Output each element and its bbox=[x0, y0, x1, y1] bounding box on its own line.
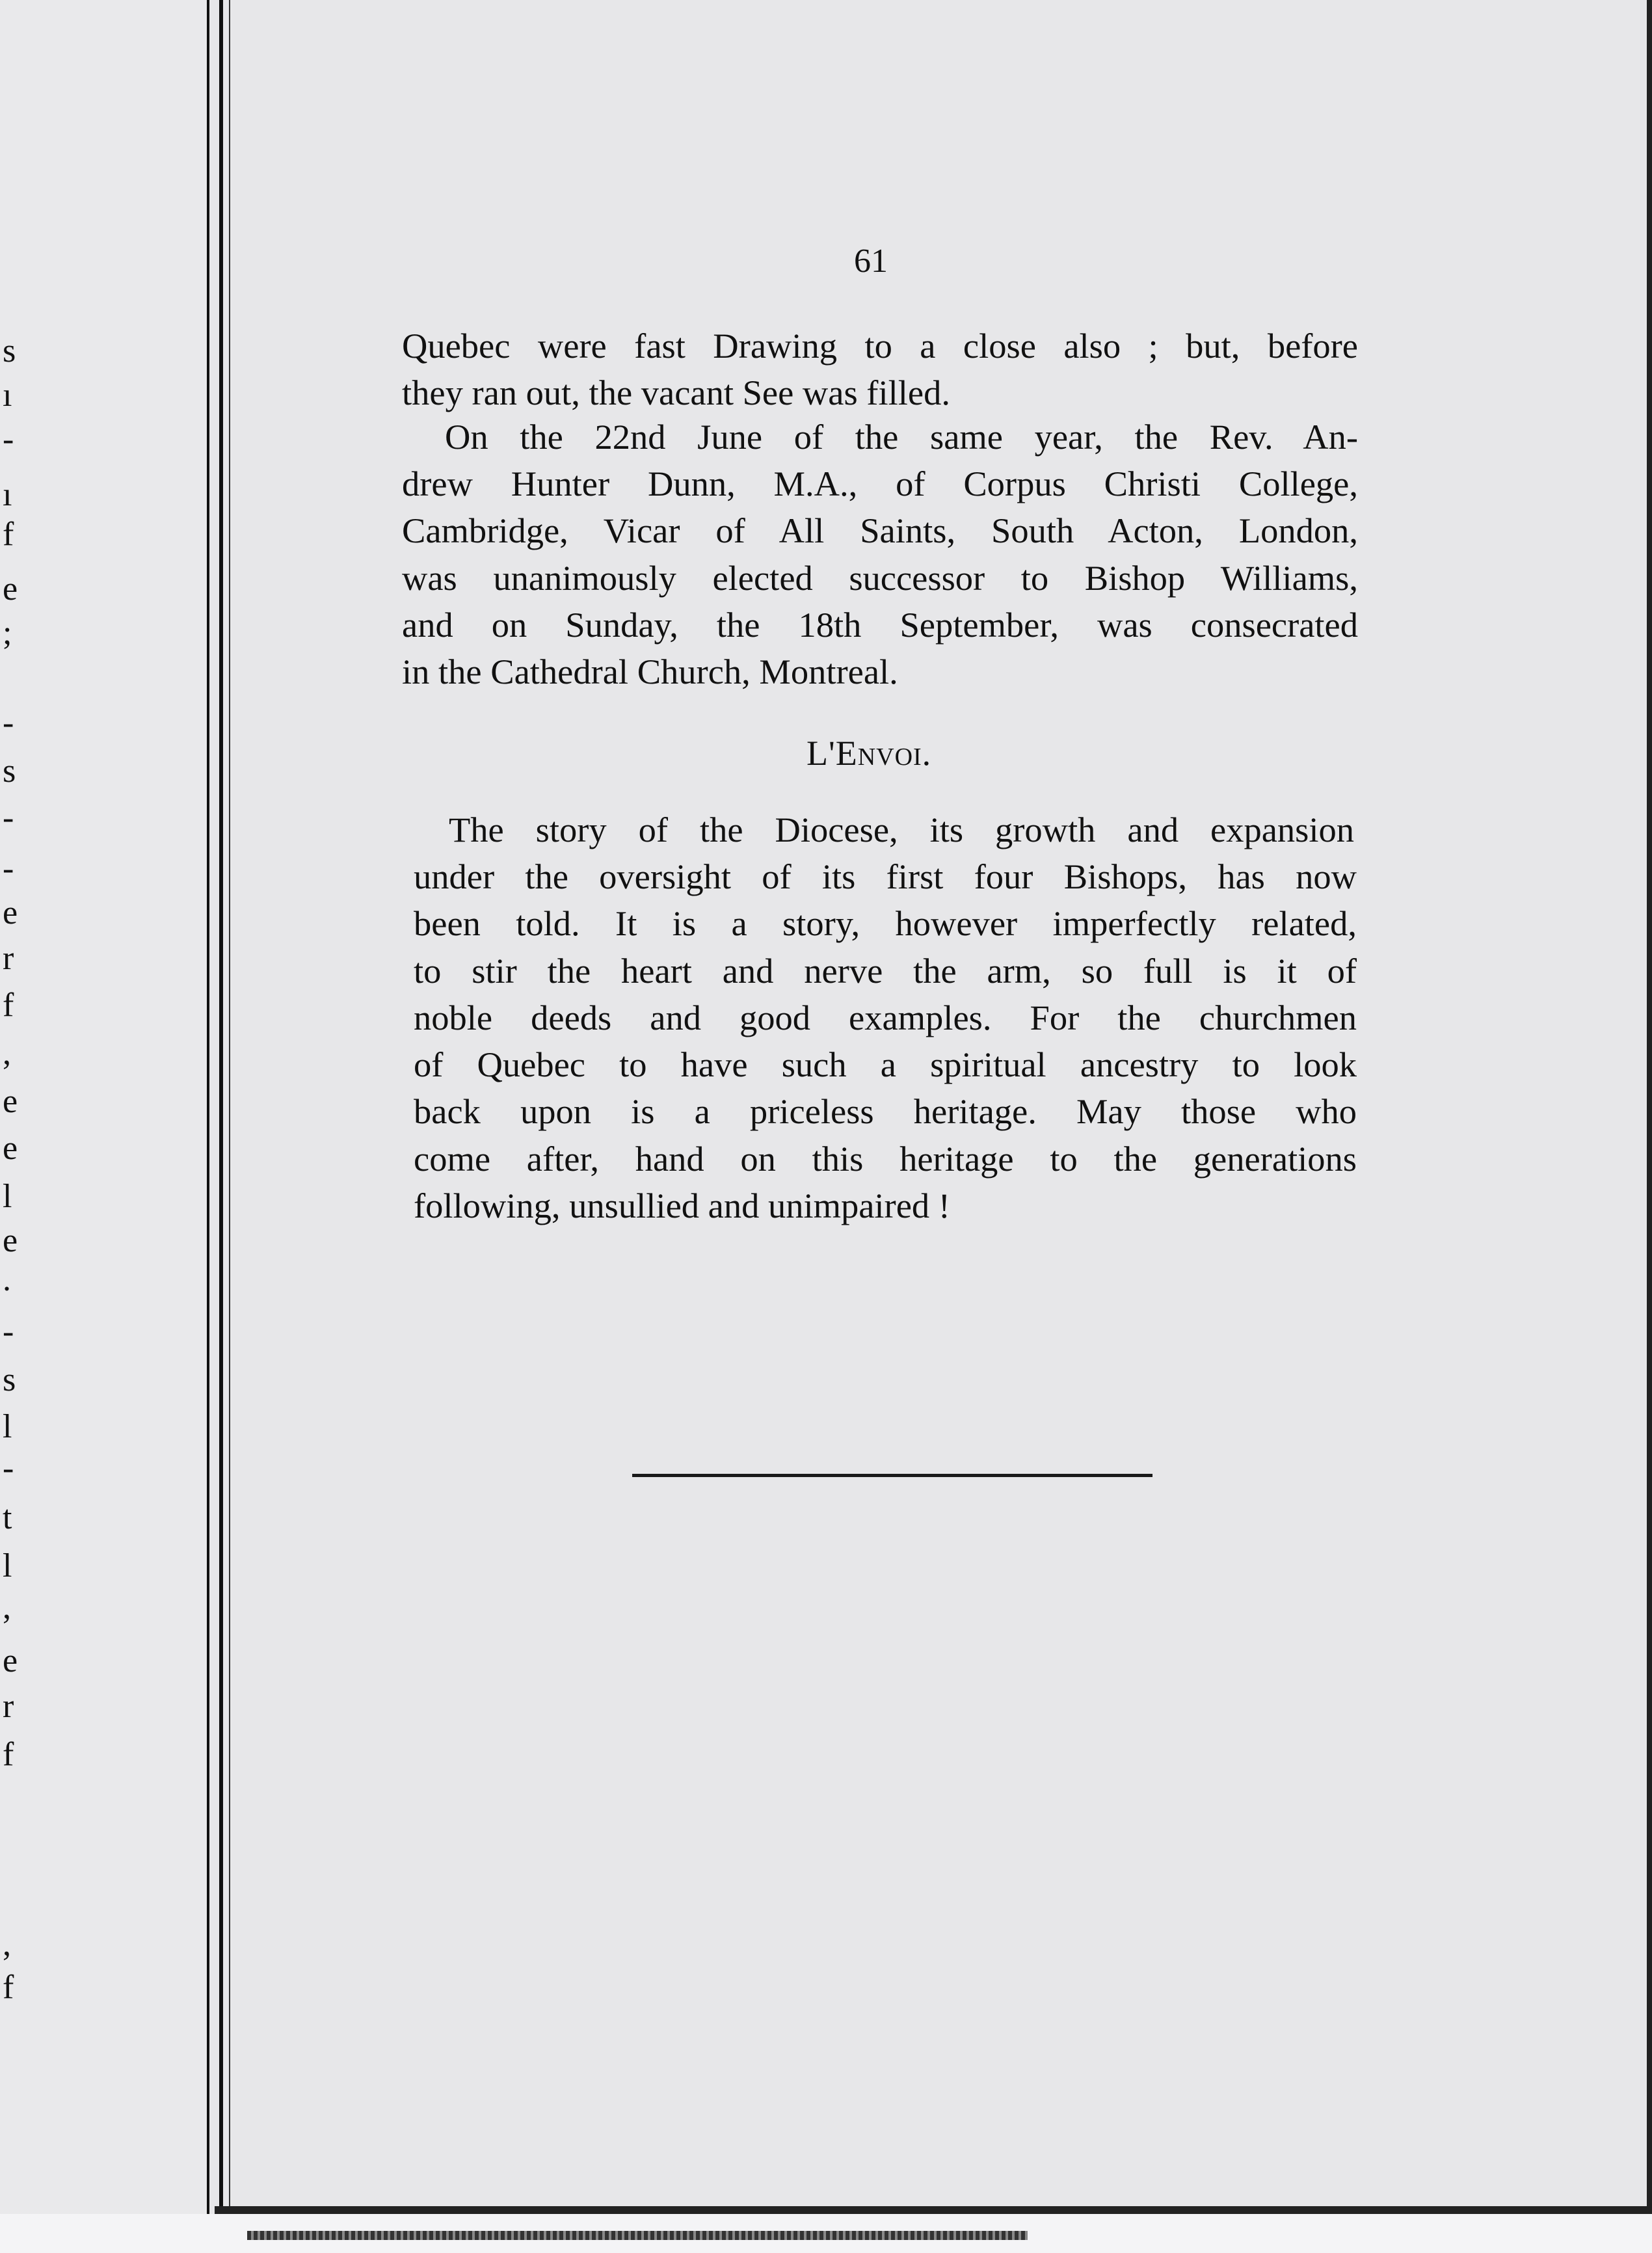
left-page-fragment: , bbox=[3, 1926, 11, 1963]
left-page-fragment: , bbox=[3, 1589, 11, 1626]
section-heading: L'Envoi. bbox=[806, 734, 932, 773]
text-line: Quebec were fast Drawing to a close also ; but, before bbox=[402, 326, 1358, 366]
left-page-fragment: - bbox=[3, 1313, 14, 1350]
left-page-fragment: - bbox=[3, 704, 14, 741]
page-edge-bottom bbox=[215, 2206, 1652, 2214]
text-line: and on Sunday, the 18th September, was consecrated bbox=[402, 604, 1358, 645]
left-page-fragment: f bbox=[3, 516, 14, 553]
left-page-fragment: f bbox=[3, 1736, 14, 1773]
text-line: On the 22nd June of the same year, the Rev. An- bbox=[445, 417, 1358, 457]
gutter-line bbox=[229, 0, 230, 2253]
left-page-fragment: e bbox=[3, 1222, 18, 1259]
left-page-fragment: s bbox=[3, 753, 16, 790]
text-line: back upon is a priceless heritage. May those who bbox=[414, 1091, 1357, 1132]
text-line: drew Hunter Dunn, M.A., of Corpus Christi College, bbox=[402, 464, 1358, 503]
left-page-fragment: . bbox=[3, 1261, 11, 1298]
left-page-fragment: e bbox=[3, 570, 18, 607]
text-line: of Quebec to have such a spiritual ancestry to look bbox=[414, 1045, 1357, 1085]
left-page-fragment: ı bbox=[3, 377, 12, 414]
page-number: 61 bbox=[854, 243, 888, 280]
left-page-fragment: - bbox=[3, 850, 14, 887]
left-page-fragment: ; bbox=[3, 615, 12, 652]
left-page-fragment: r bbox=[3, 940, 14, 977]
paragraph-successor bbox=[402, 460, 1358, 695]
left-page-fragment: t bbox=[3, 1499, 12, 1536]
left-page-fragment: l bbox=[3, 1178, 12, 1215]
text-line: they ran out, the vacant See was filled. bbox=[402, 373, 950, 413]
left-page-fragment: - bbox=[3, 1450, 14, 1487]
text-line: come after, hand on this heritage to the generations bbox=[414, 1138, 1357, 1179]
text-line: in the Cathedral Church, Montreal. bbox=[402, 652, 898, 692]
text-line: The story of the Diocese, its growth and expansion bbox=[449, 810, 1354, 849]
left-page-fragment: - bbox=[3, 799, 14, 836]
left-page-fragment: e bbox=[3, 1130, 18, 1167]
text-line: noble deeds and good examples. For the churchmen bbox=[414, 997, 1357, 1037]
left-page-fragment: - bbox=[3, 421, 14, 458]
left-page-fragment: r bbox=[3, 1688, 14, 1725]
left-page-fragment: , bbox=[3, 1035, 11, 1072]
left-page-fragment: l bbox=[3, 1408, 12, 1445]
text-line: under the oversight of its first four Bishops, has now bbox=[414, 857, 1357, 896]
text-line: Cambridge, Vicar of All Saints, South Acton, London, bbox=[402, 511, 1358, 551]
page-edge-right bbox=[1647, 0, 1652, 2253]
paragraph-envoi bbox=[414, 853, 1357, 1229]
left-page-strip bbox=[0, 0, 207, 2253]
left-page-fragment: f bbox=[3, 987, 14, 1024]
gutter-line bbox=[219, 0, 223, 2253]
left-page-fragment: s bbox=[3, 332, 16, 369]
left-page-fragment: e bbox=[3, 1083, 18, 1120]
text-line: to stir the heart and nerve the arm, so full is it of bbox=[414, 950, 1357, 991]
left-page-fragment: ı bbox=[3, 476, 12, 513]
left-page-fragment: f bbox=[3, 1969, 14, 2006]
paragraph-first-line bbox=[445, 414, 1358, 460]
text-line: been told. It is a story, however imperfectly related, bbox=[414, 903, 1357, 944]
paragraph-continuation bbox=[402, 323, 1358, 417]
left-page-fragment: e bbox=[3, 1642, 18, 1679]
left-page-fragment: l bbox=[3, 1547, 12, 1584]
scan-edge-artifact bbox=[247, 2231, 1028, 2240]
left-page-fragment: e bbox=[3, 894, 18, 931]
paragraph-envoi-first-line bbox=[449, 807, 1354, 853]
gutter-line bbox=[207, 0, 209, 2253]
text-line: was unanimously elected successor to Bishop Williams, bbox=[402, 557, 1358, 598]
left-page-fragment: s bbox=[3, 1361, 16, 1398]
text-line: following, unsullied and unimpaired ! bbox=[414, 1186, 950, 1226]
closing-rule bbox=[632, 1474, 1152, 1477]
